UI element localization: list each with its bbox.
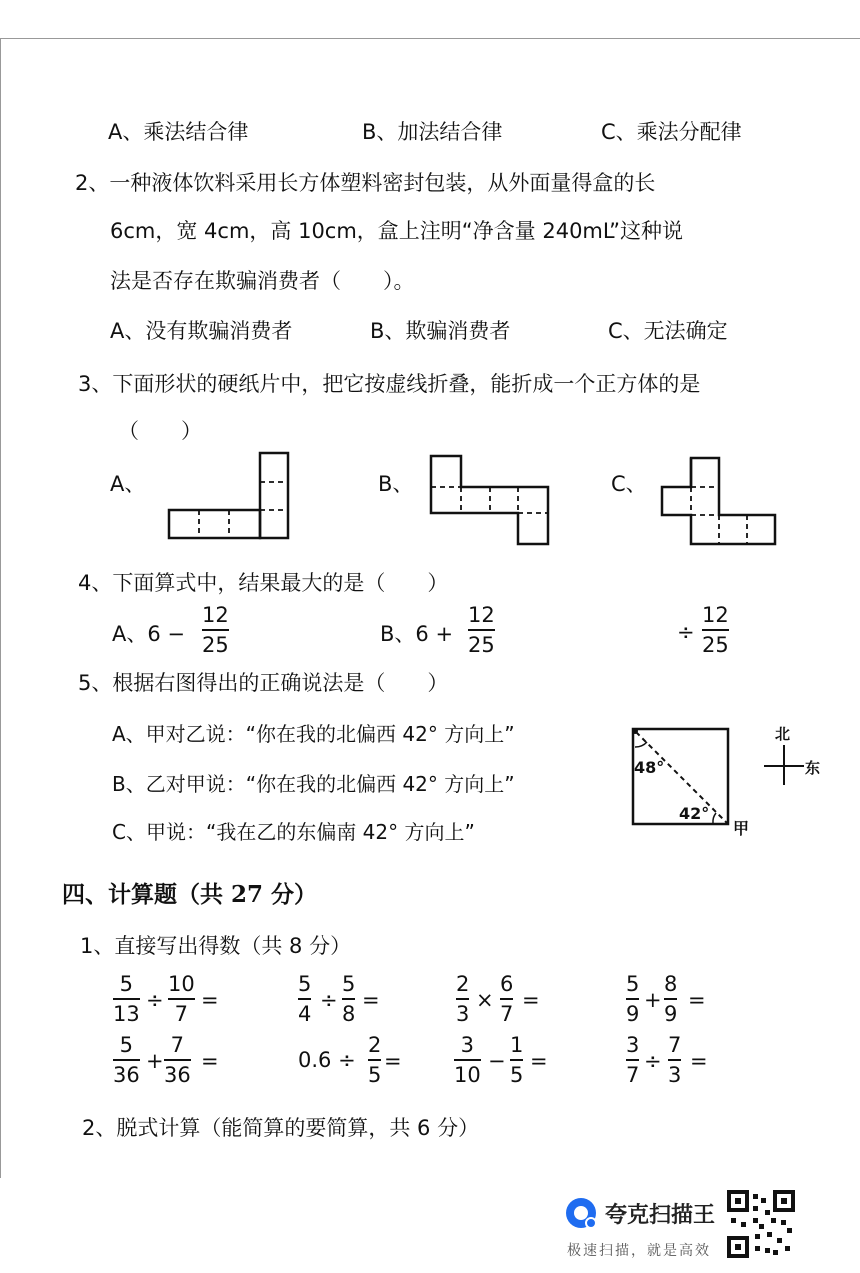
page-frame-top bbox=[0, 38, 860, 39]
qr-code-icon bbox=[727, 1190, 795, 1258]
p4-eq: = bbox=[688, 988, 706, 1012]
p8-eq: = bbox=[690, 1049, 708, 1073]
p4-frac-a: 5 9 bbox=[626, 972, 640, 1026]
q3-label-c: C、 bbox=[611, 472, 647, 496]
q4-option-a-prefix: A、6 − bbox=[112, 622, 185, 646]
q3-line1: 3、下面形状的硬纸片中，把它按虚线折叠，能折成一个正方体的是 bbox=[78, 372, 701, 396]
q4-option-a-fraction bbox=[202, 603, 229, 657]
p4-frac-b: 8 9 bbox=[664, 972, 678, 1026]
scanner-watermark bbox=[0, 1180, 860, 1273]
p5-eq: = bbox=[201, 1049, 219, 1073]
q4-option-b-prefix: B、6 + bbox=[380, 622, 454, 646]
p7-frac-a: 3 10 bbox=[454, 1033, 481, 1087]
q2-option-c: C、无法确定 bbox=[608, 319, 728, 343]
q2-option-b: B、欺骗消费者 bbox=[370, 319, 511, 343]
p5-frac-b: 7 36 bbox=[164, 1033, 191, 1087]
denominator: 25 bbox=[202, 632, 229, 657]
section4-sub1: 1、直接写出得数（共 8 分） bbox=[80, 934, 352, 958]
q4-option-b-fraction bbox=[468, 603, 495, 657]
p6-eq: = bbox=[384, 1049, 402, 1073]
p2-eq: = bbox=[362, 988, 380, 1012]
p2-frac-b: 5 8 bbox=[342, 972, 356, 1026]
p8-frac-a: 3 7 bbox=[626, 1033, 640, 1087]
q5-text: 5、根据右图得出的正确说法是（ ） bbox=[78, 671, 449, 695]
p6-pre: 0.6 ÷ bbox=[298, 1048, 356, 1072]
q1-option-b: B、加法结合律 bbox=[362, 120, 503, 144]
p5-frac-a: 5 36 bbox=[113, 1033, 140, 1087]
denominator: 25 bbox=[702, 632, 729, 657]
p7-op: − bbox=[488, 1049, 506, 1073]
page-frame-left bbox=[0, 38, 1, 1178]
numerator: 12 bbox=[202, 603, 229, 627]
numerator: 12 bbox=[702, 603, 729, 627]
p8-op: ÷ bbox=[644, 1049, 662, 1073]
q5-option-c: C、甲说：“我在乙的东偏南 42° 方向上” bbox=[112, 820, 475, 844]
q1-option-a: A、乘法结合律 bbox=[108, 120, 249, 144]
q3-label-a: A、 bbox=[110, 472, 146, 496]
q4-option-c-fraction bbox=[702, 603, 729, 657]
section4-title: 四、计算题（共 27 分） bbox=[62, 881, 318, 908]
brand-name: 夸克扫描王 bbox=[605, 1203, 716, 1228]
compass-icon bbox=[764, 745, 804, 787]
cube-net-b bbox=[430, 455, 552, 547]
p8-frac-b: 7 3 bbox=[668, 1033, 682, 1087]
p5-op: + bbox=[146, 1049, 164, 1073]
brand-slogan: 极速扫描，就是高效 bbox=[567, 1243, 711, 1259]
jia-label: 甲 bbox=[733, 819, 750, 838]
north-label: 北 bbox=[775, 725, 791, 743]
q4-option-c-prefix: ÷ bbox=[677, 620, 695, 644]
east-label: 东 bbox=[805, 759, 821, 777]
section4-sub2: 2、脱式计算（能简算的要简算，共 6 分） bbox=[82, 1116, 480, 1140]
p6-frac-b: 2 5 bbox=[368, 1033, 382, 1087]
p1-frac-b: 10 7 bbox=[168, 972, 195, 1026]
q2-line2: 6cm，宽 4cm，高 10cm，盒上注明“净含量 240mL”这种说 bbox=[110, 219, 683, 243]
p4-op: + bbox=[644, 988, 662, 1012]
angle-label-bottom: 42° bbox=[679, 804, 710, 823]
cube-net-c bbox=[661, 455, 779, 547]
p3-frac-b: 6 7 bbox=[500, 972, 514, 1026]
cube-net-a bbox=[168, 452, 290, 542]
p7-frac-b: 1 5 bbox=[510, 1033, 524, 1087]
p1-op: ÷ bbox=[146, 988, 164, 1012]
q2-option-a: A、没有欺骗消费者 bbox=[110, 319, 293, 343]
q3-label-b: B、 bbox=[378, 472, 414, 496]
q4-text: 4、下面算式中，结果最大的是（ ） bbox=[78, 571, 449, 595]
quark-logo-icon bbox=[564, 1196, 598, 1230]
p3-op: × bbox=[476, 988, 494, 1012]
q5-option-b: B、乙对甲说：“你在我的北偏西 42° 方向上” bbox=[112, 772, 515, 796]
p3-eq: = bbox=[522, 988, 540, 1012]
p3-frac-a: 2 3 bbox=[456, 972, 470, 1026]
q3-line2: （ ） bbox=[118, 419, 202, 443]
p7-eq: = bbox=[530, 1049, 548, 1073]
angle-label-top: 48° bbox=[634, 758, 665, 777]
p2-frac-a: 5 4 bbox=[298, 972, 312, 1026]
q5-option-a: A、甲对乙说：“你在我的北偏西 42° 方向上” bbox=[112, 722, 515, 746]
q2-line3: 法是否存在欺骗消费者（ ）。 bbox=[110, 269, 415, 293]
p1-frac-a: 5 13 bbox=[113, 972, 140, 1026]
p1-eq: = bbox=[201, 988, 219, 1012]
q1-option-c: C、乘法分配律 bbox=[601, 120, 742, 144]
denominator: 25 bbox=[468, 632, 495, 657]
p2-op: ÷ bbox=[320, 988, 338, 1012]
numerator: 12 bbox=[468, 603, 495, 627]
q2-line1: 2、一种液体饮料采用长方体塑料密封包装，从外面量得盒的长 bbox=[75, 171, 656, 195]
